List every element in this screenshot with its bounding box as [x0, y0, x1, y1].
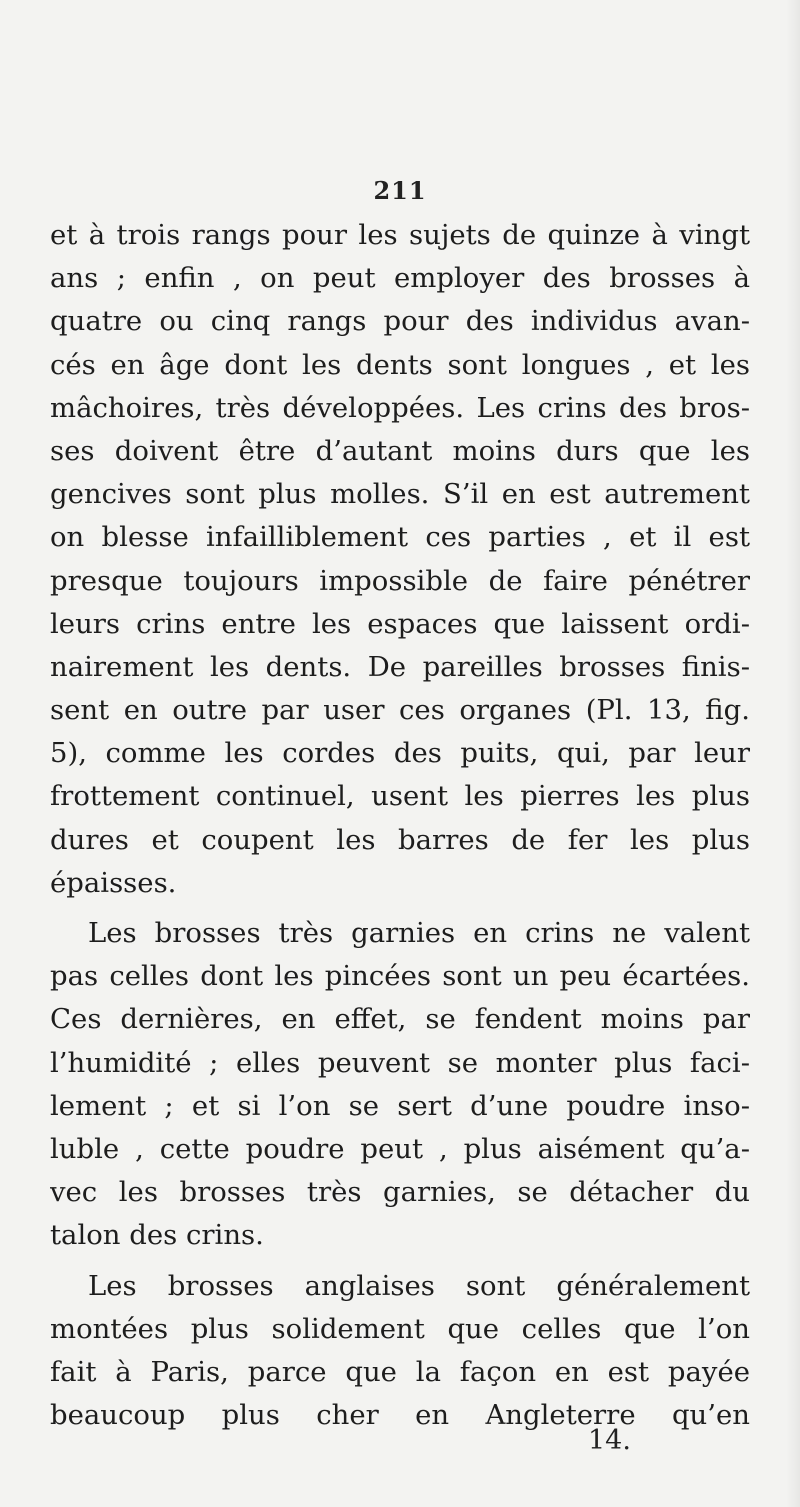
- text-line: gencives sont plus molles. S’il en est autrement: [50, 478, 750, 511]
- text-line: nairement les dents. De pareilles brosses finis-: [50, 650, 750, 683]
- page-number: 211: [373, 176, 427, 205]
- text-line: Les brosses anglaises sont généralement: [88, 1269, 750, 1302]
- text-line: frottement continuel, usent les pierres les plus: [50, 780, 750, 813]
- text-line: et à trois rangs pour les sujets de quinze à vingt: [50, 219, 750, 251]
- text-line: ses doivent être d’autant moins durs que les: [50, 434, 750, 467]
- text-line: montées plus solidement que celles que l’on: [50, 1312, 750, 1345]
- text-line: 5), comme les cordes des puits, qui, par leur: [50, 737, 750, 770]
- text-line: fait à Paris, parce que la façon en est payée: [50, 1355, 750, 1388]
- text-line: beaucoup plus cher en Angleterre qu’en: [50, 1399, 750, 1432]
- text-line: dures et coupent les barres de fer les plus: [50, 823, 750, 856]
- text-line: quatre ou cinq rangs pour des individus avan-: [50, 305, 750, 338]
- text-line: Ces dernières, en effet, se fendent moins par: [50, 1003, 750, 1036]
- text-line: presque toujours impossible de faire pénétrer: [50, 564, 750, 597]
- body-text: [50, 214, 750, 1437]
- text-line: mâchoires, très développées. Les crins des bros-: [50, 391, 750, 424]
- text-line: cés en âge dont les dents sont longues , et les: [50, 348, 750, 381]
- text-line: leurs crins entre les espaces que laissent ordi-: [50, 607, 750, 640]
- text-line: vec les brosses très garnies, se détacher du: [50, 1176, 750, 1209]
- text-line: on blesse infailliblement ces parties , et il est: [50, 521, 750, 554]
- paragraph-gap: [50, 1258, 750, 1265]
- signature-mark: 14.: [588, 1425, 631, 1456]
- page-edge-shadow: [786, 0, 800, 1507]
- text-line: Les brosses très garnies en crins ne valent: [88, 917, 750, 949]
- text-line: sent en outre par user ces organes (Pl. 13, fig.: [50, 694, 750, 727]
- text-line: épaisses.: [50, 866, 177, 899]
- text-line: lement ; et si l’on se sert d’une poudre inso-: [50, 1089, 750, 1122]
- text-line: ans ; enfin , on peut employer des brosses à: [50, 262, 750, 295]
- text-line: luble , cette poudre peut , plus aisément qu’a-: [50, 1132, 750, 1165]
- text-line: talon des crins.: [50, 1219, 264, 1252]
- text-line: pas celles dont les pincées sont un peu écartées.: [50, 960, 750, 993]
- text-line: l’humidité ; elles peuvent se monter plus faci-: [50, 1046, 750, 1079]
- paragraph-gap: [50, 905, 750, 912]
